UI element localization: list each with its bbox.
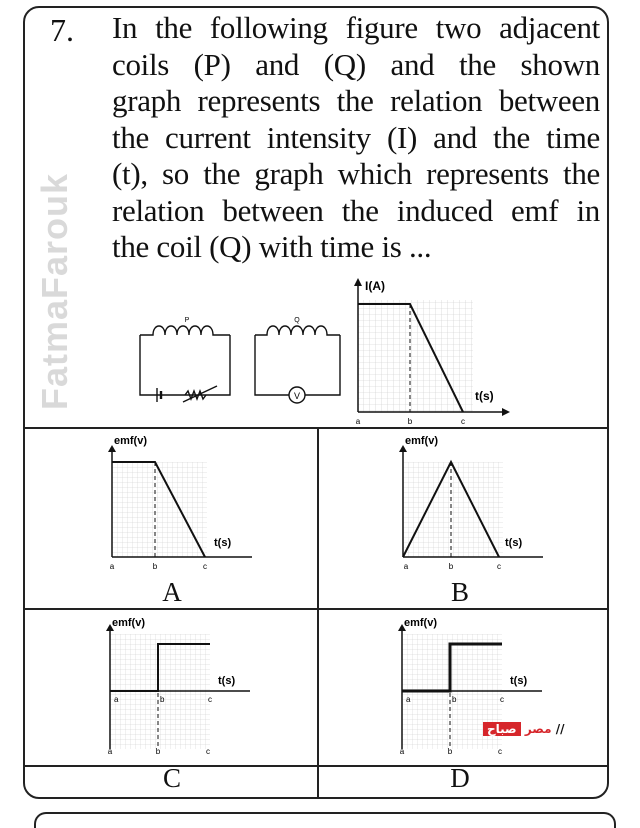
option-b-label[interactable]: B — [450, 577, 469, 607]
y-axis-label: emf(v) — [404, 617, 438, 629]
inner-tick-a: a — [114, 695, 119, 704]
inner-tick-b: b — [160, 695, 165, 704]
tick-a: a — [109, 562, 115, 571]
tick-c: c — [461, 417, 465, 426]
x-axis-label: t(s) — [214, 537, 232, 549]
option-d-graph[interactable] — [392, 614, 562, 759]
tick-c: c — [203, 562, 207, 571]
logo — [483, 722, 565, 736]
circuit-q-wire — [255, 335, 340, 395]
coil-q-label: Q — [294, 317, 300, 324]
inner-tick-c: c — [208, 695, 212, 704]
option-c-graph[interactable] — [100, 614, 270, 759]
option-c-label[interactable]: C — [162, 763, 181, 793]
logo-text-dark: مصر — [524, 722, 552, 736]
tick-a: a — [355, 417, 361, 426]
tick-a: a — [403, 562, 409, 571]
x-axis-label: t(s) — [218, 675, 236, 687]
tick-b: b — [407, 417, 413, 426]
divider — [25, 608, 607, 610]
option-b-graph[interactable] — [393, 432, 563, 577]
inner-tick-a: a — [406, 695, 411, 704]
tick-c: c — [497, 562, 501, 571]
tick-b: b — [152, 562, 158, 571]
tick-a: a — [107, 747, 113, 756]
logo-bars-icon: // — [555, 722, 565, 736]
option-a-graph[interactable] — [102, 432, 272, 577]
inner-tick-c: c — [500, 695, 504, 704]
option-a-label[interactable]: A — [162, 577, 182, 607]
x-axis-label: t(s) — [510, 675, 528, 687]
y-axis-label: I(A) — [365, 279, 385, 293]
circuit-diagram — [125, 310, 355, 410]
divider — [25, 765, 607, 767]
coil-q — [255, 326, 340, 335]
question-line: graph represents the relation between — [112, 83, 600, 118]
question-line: coils (P) and (Q) and the shown — [112, 46, 600, 82]
coil-p — [140, 326, 230, 335]
y-axis-label: emf(v) — [114, 435, 148, 447]
tick-b: b — [448, 562, 454, 571]
y-axis-label: emf(v) — [112, 617, 146, 629]
inner-tick-b: b — [452, 695, 457, 704]
divider — [25, 427, 607, 429]
voltmeter-label: V — [293, 391, 301, 401]
tick-b: b — [447, 747, 453, 756]
question-number: 7. — [50, 12, 74, 48]
divider — [317, 427, 319, 799]
x-axis-label: t(s) — [505, 537, 523, 549]
option-d-label[interactable]: D — [450, 763, 470, 793]
question-line: (t), so the graph which represents the — [112, 156, 600, 191]
question-text — [112, 10, 600, 266]
next-question-frame — [34, 812, 616, 828]
current-time-graph — [345, 272, 520, 430]
tick-b: b — [155, 747, 161, 756]
y-axis-label: emf(v) — [405, 435, 439, 447]
tick-a: a — [399, 747, 405, 756]
x-axis-label: t(s) — [475, 389, 494, 403]
question-line: relation between the induced emf in — [112, 192, 600, 228]
tick-c: c — [206, 747, 210, 756]
logo-text-red: صباح — [483, 722, 521, 736]
coil-p-label: P — [184, 317, 190, 324]
question-line: In the following figure two adjacent — [112, 10, 600, 45]
question-line: the coil (Q) with time is ... — [112, 229, 432, 264]
question-line: the current intensity (I) and the time — [112, 119, 600, 155]
tick-c: c — [498, 747, 502, 756]
watermark: FatmaFarouk — [34, 172, 75, 410]
